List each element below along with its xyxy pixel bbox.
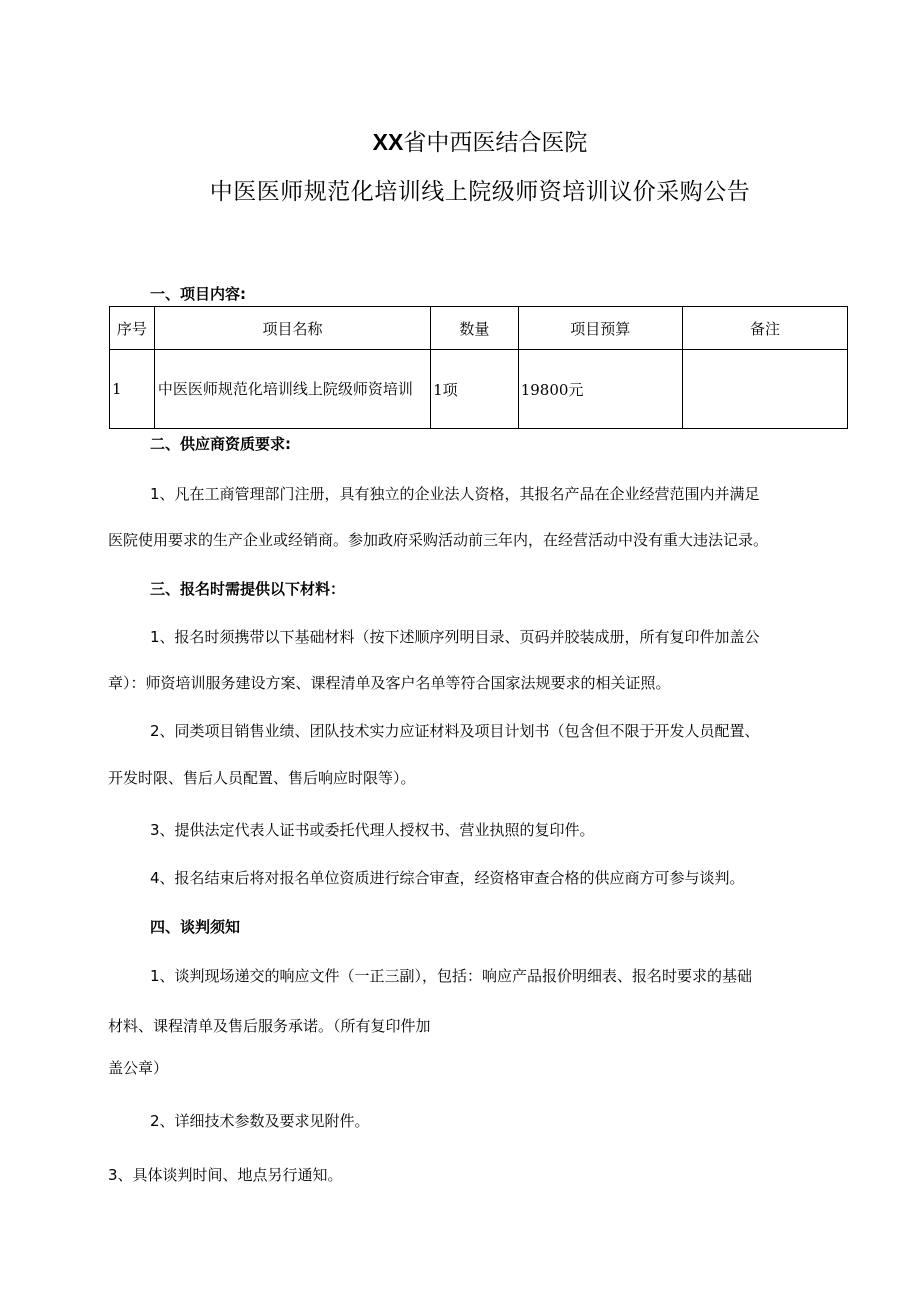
section3-heading: 三、报名时需提供以下材料： — [150, 580, 346, 598]
cell-remarks — [682, 350, 847, 429]
cell-budget: 19800元 — [518, 350, 682, 429]
cell-index: 1 — [110, 350, 155, 429]
section4-paragraph-line: 盖公章） — [108, 1059, 169, 1077]
table-row — [110, 350, 848, 429]
section2-paragraph-line: 1、凡在工商管理部门注册，具有独立的企业法人资格，其报名产品在企业经营范围内并满足 — [150, 485, 760, 503]
section4-paragraph-line: 2、详细技术参数及要求见附件。 — [150, 1112, 370, 1130]
table-header-row — [110, 307, 848, 350]
cell-quantity: 1项 — [431, 350, 519, 429]
section4-paragraph-line: 1、谈判现场递交的响应文件（一正三副），包括：响应产品报价明细表、报名时要求的基础 — [150, 967, 753, 985]
section2-paragraph-line: 医院使用要求的生产企业或经销商。参加政府采购活动前三年内，在经营活动中没有重大违法记录。 — [108, 531, 769, 549]
document-title-line2: 中医医师规范化培训线上院级师资培训议价采购公告 — [209, 179, 751, 205]
cell-project-name: 中医医师规范化培训线上院级师资培训 — [154, 350, 430, 429]
header-index: 序号 — [110, 307, 155, 350]
section3-paragraph-line: 开发时限、售后人员配置、售后响应时限等）。 — [108, 769, 416, 787]
title-hospital-name: 省中西医结合医院 — [403, 130, 588, 156]
section3-paragraph-line: 3、提供法定代表人证书或委托代理人授权书、营业执照的复印件。 — [150, 821, 595, 839]
section2-heading: 二、供应商资质要求: — [150, 435, 291, 453]
header-quantity: 数量 — [431, 307, 519, 350]
section3-paragraph-line: 2、同类项目销售业绩、团队技术实力应证材料及项目计划书（包含但不限于开发人员配置、 — [150, 722, 760, 740]
document-title-line1 — [0, 127, 920, 158]
title-prefix: XX — [372, 129, 404, 155]
header-project-name: 项目名称 — [154, 307, 430, 350]
header-remarks: 备注 — [682, 307, 847, 350]
section3-paragraph-line: 章）：师资培训服务建设方案、课程清单及客户名单等符合国家法规要求的相关证照。 — [108, 674, 671, 692]
section1-heading: 一、项目内容: — [150, 285, 246, 303]
section4-paragraph-line: 材料、课程清单及售后服务承诺。（所有复印件加 — [108, 1017, 431, 1035]
section4-heading: 四、谈判须知 — [150, 918, 241, 936]
section3-paragraph-line: 4、报名结束后将对报名单位资质进行综合审查，经资格审查合格的供应商方可参与谈判。 — [150, 869, 745, 887]
project-table — [109, 306, 848, 429]
section4-paragraph-line: 3、具体谈判时间、地点另行通知。 — [108, 1166, 343, 1184]
section3-paragraph-line: 1、报名时须携带以下基础材料（按下述顺序列明目录、页码并胶装成册，所有复印件加盖公 — [150, 628, 760, 646]
header-budget: 项目预算 — [518, 307, 682, 350]
